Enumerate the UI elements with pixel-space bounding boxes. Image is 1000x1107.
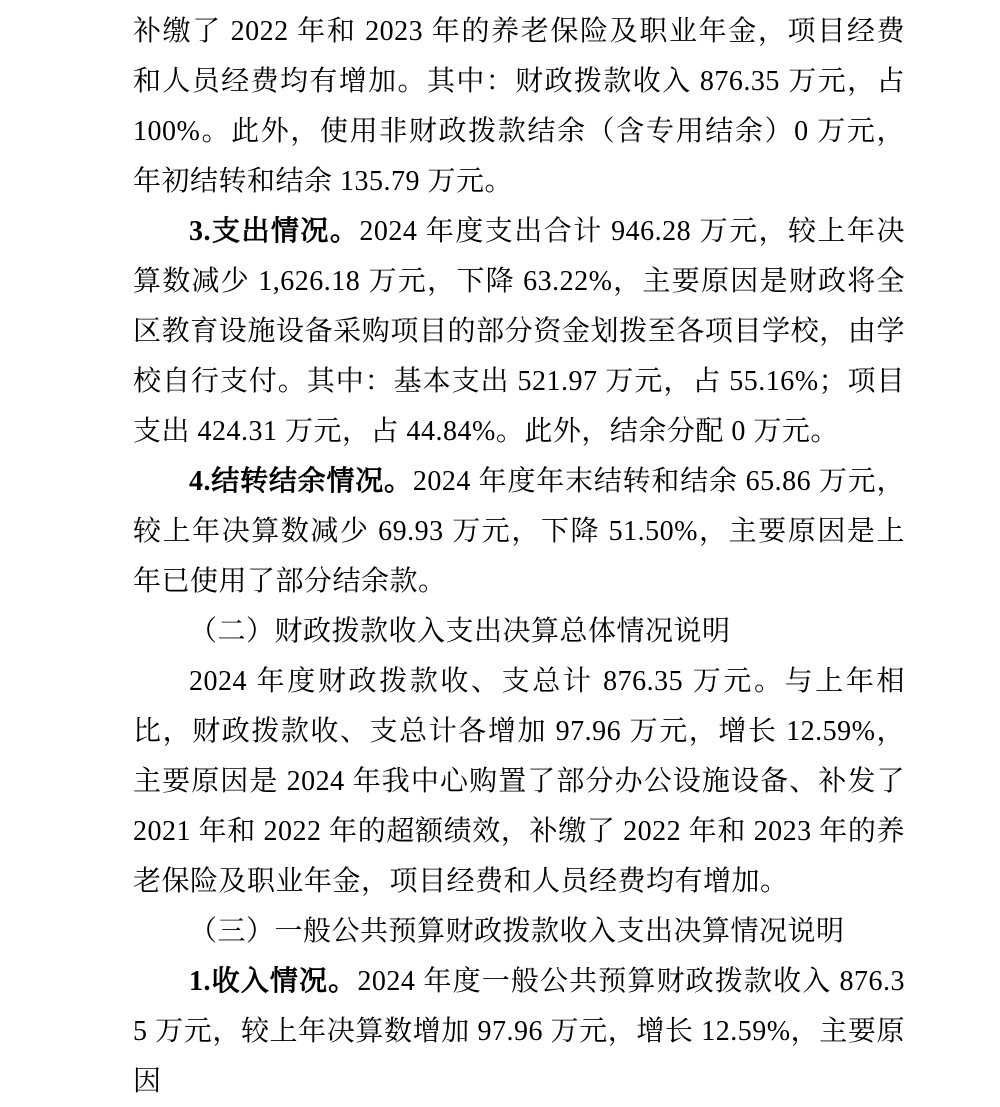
body-text: 2024 年度一般公共预算财政拨款收入 876.35 万元，较上年决算数增加 97.96 万元，增长 12.59%，主要原因 [133,966,905,1097]
heading-section-3 [133,907,905,957]
section-heading-text: （二）财政拨款收入支出决算总体情况说明 [189,616,731,647]
body-text: 补缴了 2022 年和 2023 年的养老保险及职业年金，项目经费和人员经费均有增加。其中：财政拨款收入 876.35 万元，占 100%。此外，使用非财政拨款结余（含专用结余）0 万元，年初结转和结余 135.79 万元。 [133,16,905,197]
run-in-heading-carryover: 4.结转结余情况。 [189,466,413,497]
paragraph-carryover-balance [133,457,905,607]
paragraph-continuation-top [133,7,905,207]
body-text: 2024 年度年末结转和结余 65.86 万元，较上年决算数减少 69.93 万元，下降 51.50%，主要原因是上年已使用了部分结余款。 [133,466,905,597]
section-heading-text: （三）一般公共预算财政拨款收入支出决算情况说明 [189,916,845,947]
body-text: 2024 年度财政拨款收、支总计 876.35 万元。与上年相比，财政拨款收、支总计各增加 97.96 万元，增长 12.59%，主要原因是 2024 年我中心购置了部分办公设施设备、补发了 2021 年和 2022 年的超额绩效，补缴了 2022 年和 2023 年的养老保险及职业年金，项目经费和人员经费均有增加。 [133,666,905,897]
paragraph-fiscal-appropriation-total [133,657,905,907]
document-page [133,7,905,1107]
paragraph-expenditure [133,207,905,457]
run-in-heading-income: 1.收入情况。 [189,966,358,997]
run-in-heading-expenditure: 3.支出情况。 [189,216,360,247]
paragraph-income [133,957,905,1107]
heading-section-2 [133,607,905,657]
body-text: 2024 年度支出合计 946.28 万元，较上年决算数减少 1,626.18 万元，下降 63.22%，主要原因是财政将全区教育设施设备采购项目的部分资金划拨至各项目学校，由学校自行支付。其中：基本支出 521.97 万元，占 55.16%；项目支出 424.31 万元，占 44.84%。此外，结余分配 0 万元。 [133,216,905,447]
